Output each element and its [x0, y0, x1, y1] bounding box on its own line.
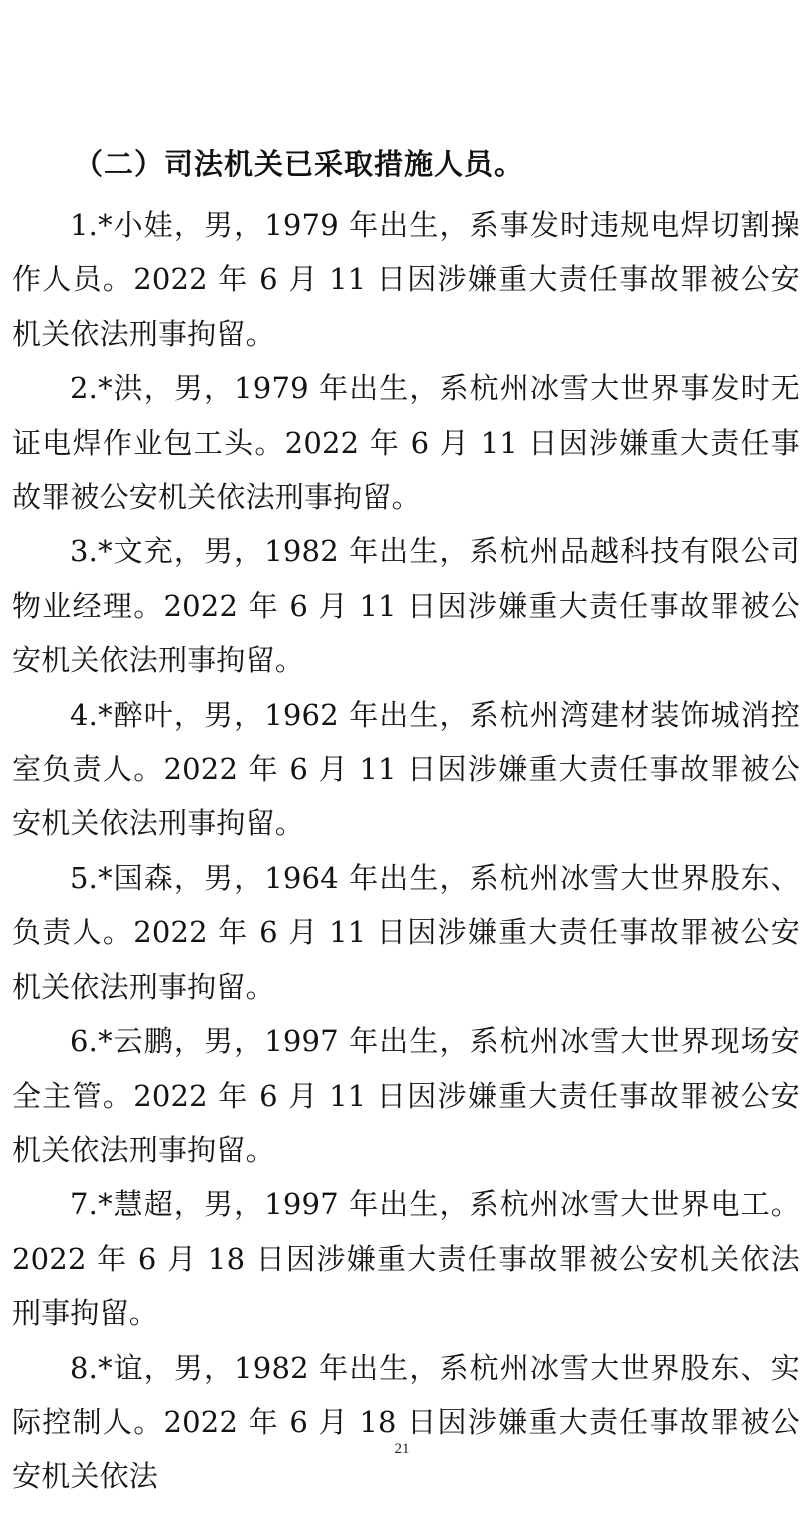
section-heading: （二）司法机关已采取措施人员。: [74, 147, 525, 181]
list-item: 2.*洪，男，1979 年出生，系杭州冰雪大世界事发时无证电焊作业包工头。2022 年 6 月 11 日因涉嫌重大责任事故罪被公安机关依法刑事拘留。: [12, 371, 800, 515]
list-item: 1.*小娃，男，1979 年出生，系事发时违规电焊切割操作人员。2022 年 6 月 11 日因涉嫌重大责任事故罪被公安机关依法刑事拘留。: [12, 208, 800, 351]
page-number: 21: [394, 1441, 410, 1457]
list-item: 6.*云鹏，男，1997 年出生，系杭州冰雪大世界现场安全主管。2022 年 6 月 11 日因涉嫌重大责任事故罪被公安机关依法刑事拘留。: [12, 1024, 800, 1167]
list-item: 4.*醉叶，男，1962 年出生，系杭州湾建材装饰城消控室负责人。2022 年 6 月 11 日因涉嫌重大责任事故罪被公安机关依法刑事拘留。: [12, 697, 800, 841]
list-item: 5.*国森，男，1964 年出生，系杭州冰雪大世界股东、负责人。2022 年 6 月 11 日因涉嫌重大责任事故罪被公安机关依法刑事拘留。: [12, 860, 800, 1004]
list-item: 7.*慧超，男，1997 年出生，系杭州冰雪大世界电工。2022 年 6 月 18 日因涉嫌重大责任事故罪被公安机关依法刑事拘留。: [12, 1187, 800, 1331]
list-item: 3.*文充，男，1982 年出生，系杭州品越科技有限公司物业经理。2022 年 6 月 11 日因涉嫌重大责任事故罪被公安机关依法刑事拘留。: [12, 534, 800, 678]
list-item: 8.*谊，男，1982 年出生，系杭州冰雪大世界股东、实际控制人。2022 年 6 月 18 日因涉嫌重大责任事故罪被公安机关依法: [12, 1350, 800, 1494]
body-text: [12, 198, 800, 1504]
